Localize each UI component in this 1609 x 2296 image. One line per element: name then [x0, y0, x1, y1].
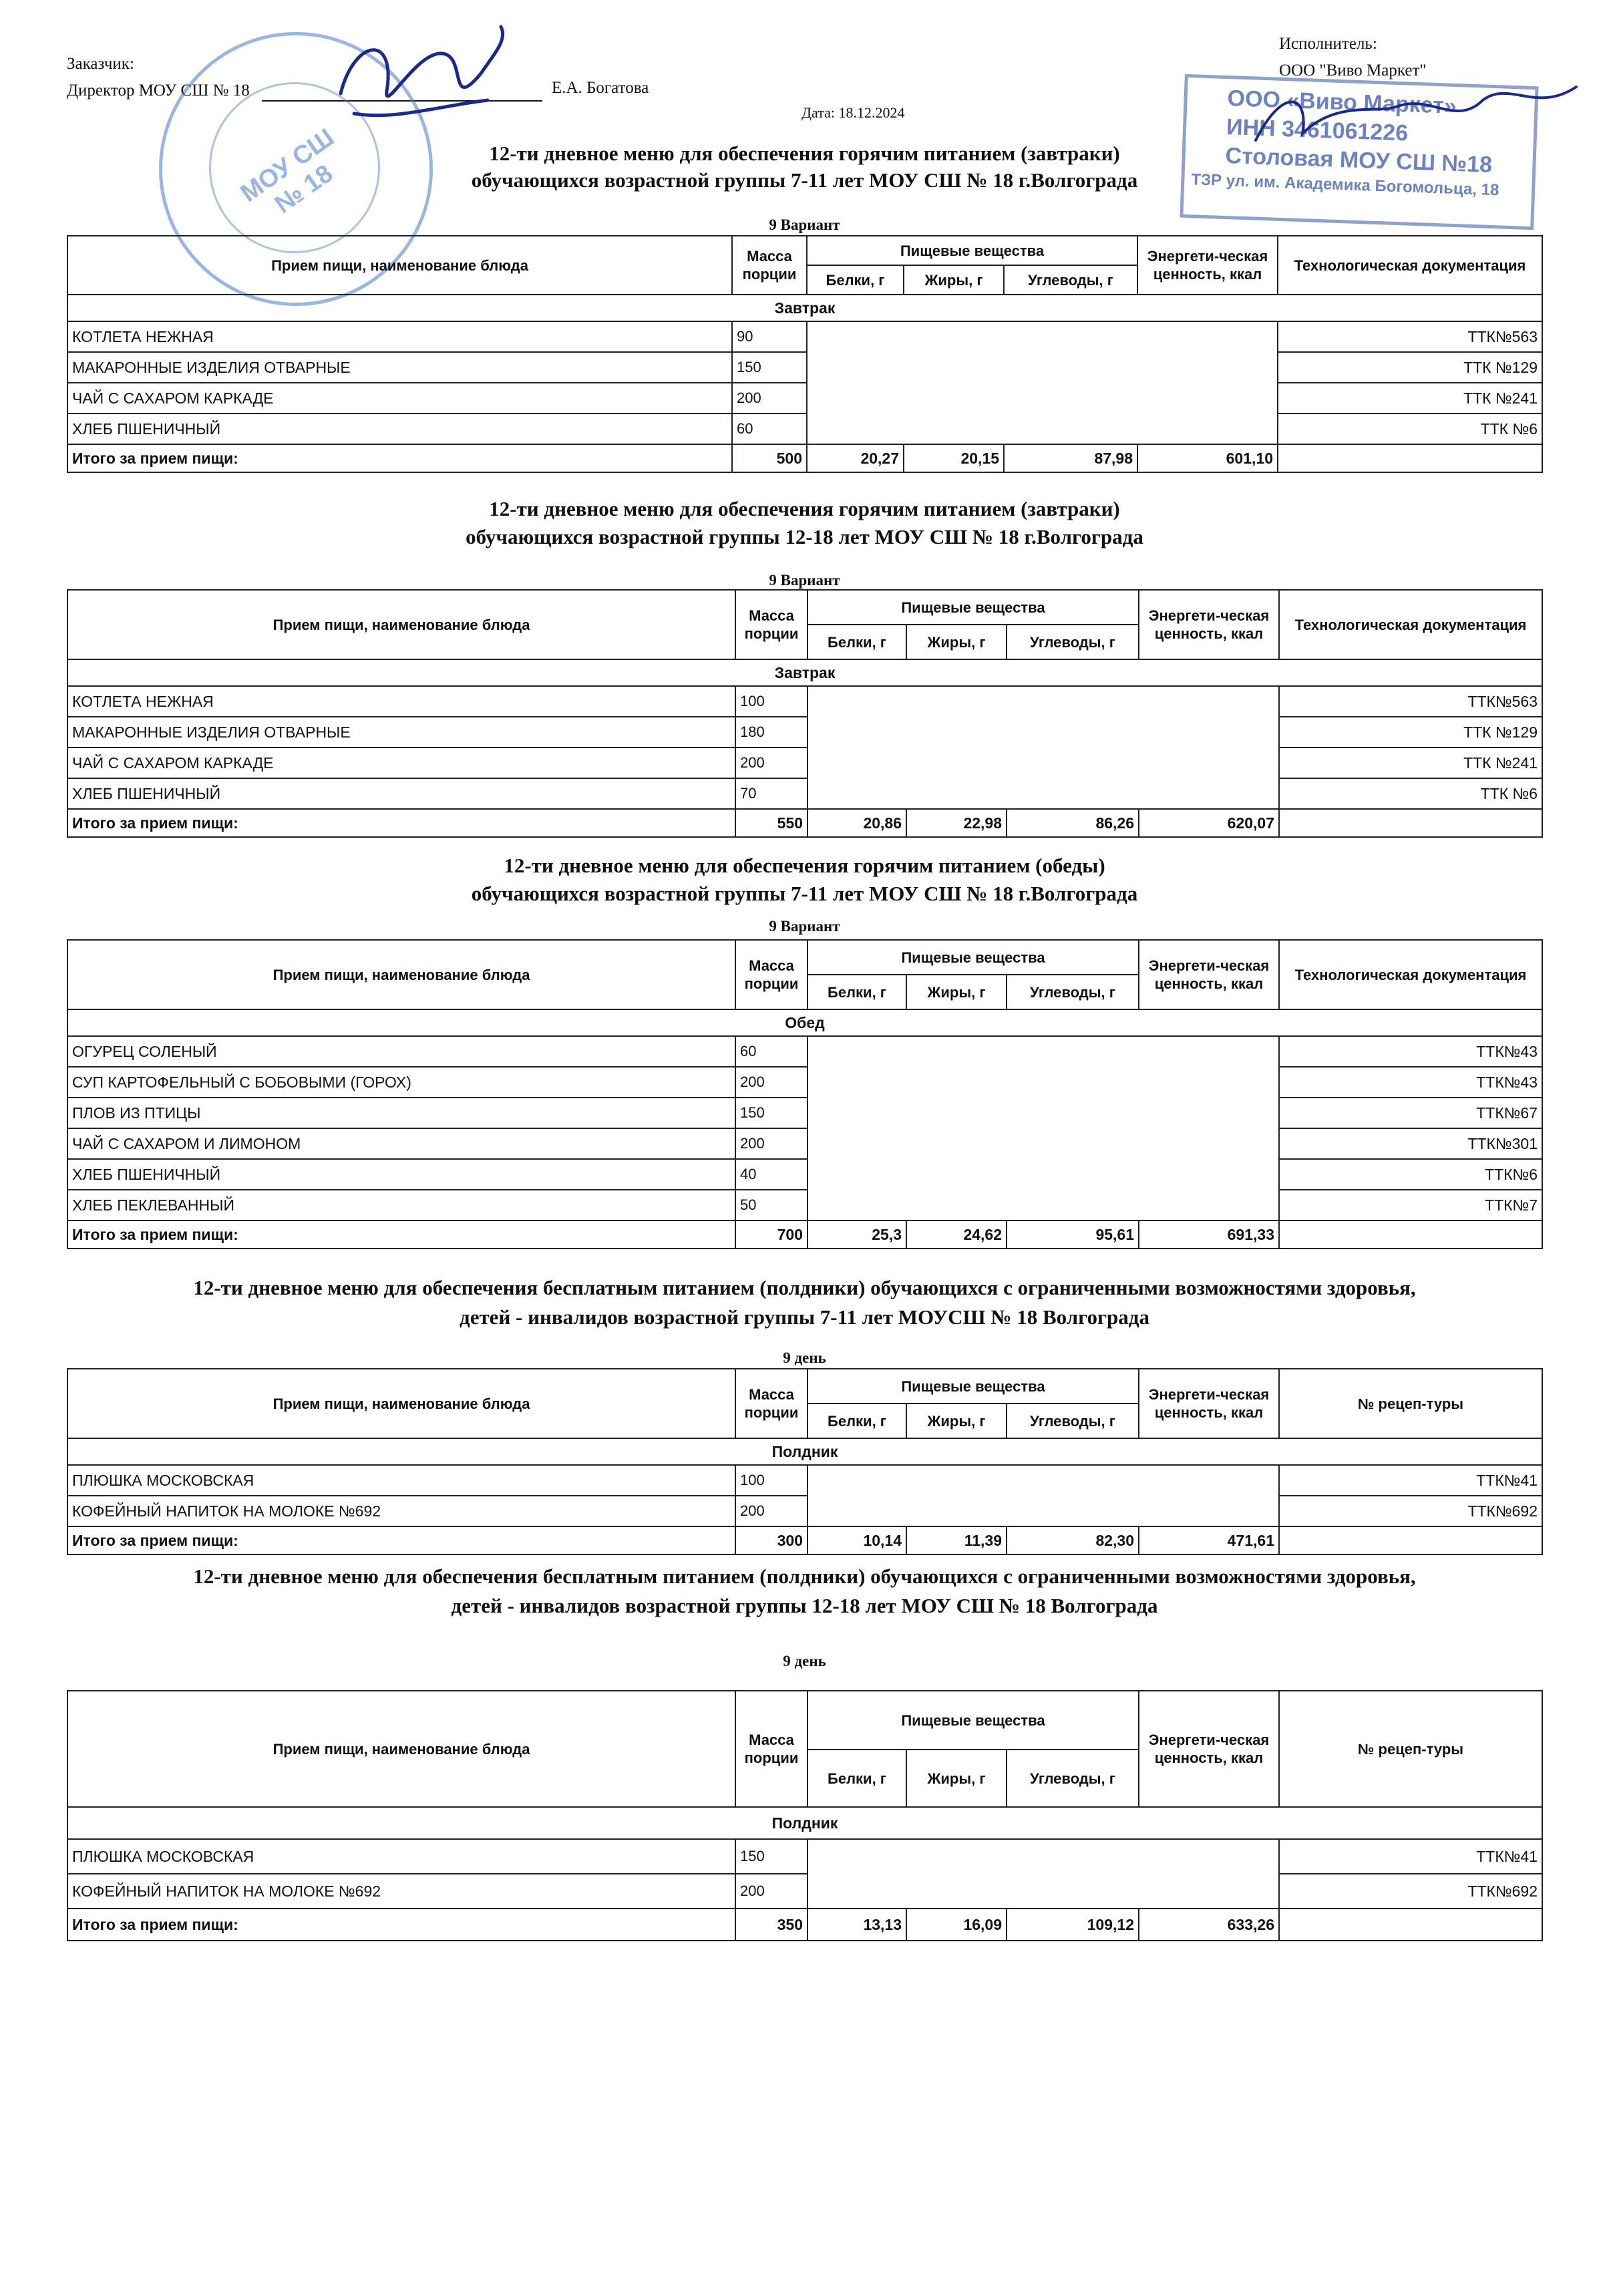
col-carbs-header: Углеводы, г	[1004, 265, 1137, 295]
dish-doc: ТТК№692	[1279, 1874, 1542, 1909]
dish-name: ОГУРЕЦ СОЛЕНЫЙ	[67, 1036, 735, 1067]
table-row	[67, 1839, 1542, 1874]
col-energy-header: Энергети-ческая ценность, ккал	[1139, 1369, 1279, 1438]
col-dish-header: Прием пищи, наименование блюда	[67, 940, 735, 1009]
company-stamp-line3: Столовая МОУ СШ №18	[1225, 143, 1493, 178]
table2-variant: 9 Вариант	[769, 572, 840, 589]
total-mass: 350	[735, 1909, 808, 1941]
dish-doc: ТТК№301	[1279, 1128, 1542, 1159]
dish-mass: 60	[735, 1036, 808, 1067]
col-recipe-header: № рецеп-туры	[1279, 1369, 1542, 1438]
table-row	[67, 1465, 1542, 1496]
menu-table-1	[67, 235, 1543, 473]
menu-table-4	[67, 1368, 1543, 1555]
table-row	[67, 686, 1542, 717]
col-mass-header: Масса порции	[732, 236, 807, 295]
col-dish-header: Прием пищи, наименование блюда	[67, 1369, 735, 1438]
total-label: Итого за прием пищи:	[67, 1526, 735, 1554]
section-row: Завтрак	[67, 659, 1542, 686]
section-row: Полдник	[67, 1438, 1542, 1465]
dish-mass: 60	[732, 414, 807, 444]
col-energy-header: Энергети-ческая ценность, ккал	[1139, 1691, 1279, 1807]
total-energy: 691,33	[1139, 1220, 1279, 1249]
table2-title-line2: обучающихся возрастной группы 12-18 лет МОУ СШ № 18 г.Волгограда	[466, 525, 1143, 548]
document-date: Дата: 18.12.2024	[801, 104, 905, 121]
executor-name: ООО "Виво Маркет"	[1279, 61, 1427, 79]
col-mass-header: Масса порции	[735, 590, 808, 659]
dish-doc: ТТК№41	[1279, 1465, 1542, 1496]
total-mass: 500	[732, 444, 807, 472]
total-fat: 11,39	[906, 1526, 1007, 1554]
dish-doc: ТТК №241	[1279, 748, 1542, 778]
director-signature	[314, 13, 514, 147]
col-nutrients-header: Пищевые вещества	[808, 1369, 1139, 1404]
col-techdoc-header: Технологическая документация	[1279, 590, 1542, 659]
total-energy: 633,26	[1139, 1909, 1279, 1941]
col-protein-header: Белки, г	[807, 265, 904, 295]
dish-doc: ТТК№41	[1279, 1839, 1542, 1874]
table2-title-line1: 12-ти дневное меню для обеспечения горячим питанием (завтраки)	[489, 497, 1120, 520]
total-carbs: 95,61	[1007, 1220, 1139, 1249]
customer-label: Заказчик:	[67, 55, 134, 73]
dish-doc: ТТК№7	[1279, 1190, 1542, 1220]
table-row	[67, 778, 1542, 809]
col-protein-header: Белки, г	[808, 1404, 906, 1438]
total-empty	[1279, 1220, 1542, 1249]
nutrients-blank	[808, 686, 1279, 809]
table5-title-line2: детей - инвалидов возрастной группы 12-18 лет МОУ СШ № 18 Волгограда	[451, 1594, 1158, 1617]
col-mass-header: Масса порции	[735, 1691, 808, 1807]
dish-name: ПЛЮШКА МОСКОВСКАЯ	[67, 1465, 735, 1496]
total-row	[67, 1526, 1542, 1554]
section-row: Обед	[67, 1009, 1542, 1036]
dish-mass: 180	[735, 717, 808, 748]
menu-table-3	[67, 939, 1543, 1249]
dish-name: СУП КАРТОФЕЛЬНЫЙ С БОБОВЫМИ (ГОРОХ)	[67, 1067, 735, 1098]
dish-doc: ТТК№43	[1279, 1036, 1542, 1067]
total-carbs: 109,12	[1007, 1909, 1139, 1941]
total-mass: 700	[735, 1220, 808, 1249]
total-carbs: 86,26	[1007, 809, 1139, 837]
dish-name: МАКАРОННЫЕ ИЗДЕЛИЯ ОТВАРНЫЕ	[67, 717, 735, 748]
total-mass: 300	[735, 1526, 808, 1554]
table-row	[67, 1496, 1542, 1526]
col-carbs-header: Углеводы, г	[1007, 625, 1139, 659]
dish-mass: 50	[735, 1190, 808, 1220]
table3-title-line1: 12-ти дневное меню для обеспечения горячим питанием (обеды)	[504, 854, 1105, 877]
table-row	[67, 352, 1542, 383]
company-stamp-line2: ИНН 3461061226	[1226, 114, 1409, 146]
table-row	[67, 717, 1542, 748]
table-row	[67, 1067, 1542, 1098]
dish-doc: ТТК№563	[1279, 686, 1542, 717]
dish-name: ХЛЕБ ПЕКЛЕВАННЫЙ	[67, 1190, 735, 1220]
dish-name: ЧАЙ С САХАРОМ И ЛИМОНОМ	[67, 1128, 735, 1159]
col-dish-header: Прием пищи, наименование блюда	[67, 236, 732, 295]
col-techdoc-header: Технологическая документация	[1278, 236, 1542, 295]
dish-doc: ТТК№43	[1279, 1067, 1542, 1098]
section-row: Полдник	[67, 1807, 1542, 1839]
table-row	[67, 383, 1542, 414]
dish-mass: 200	[735, 1496, 808, 1526]
col-dish-header: Прием пищи, наименование блюда	[67, 1691, 735, 1807]
dish-doc: ТТК №129	[1278, 352, 1542, 383]
customer-name: Е.А. Богатова	[552, 79, 649, 97]
total-empty	[1278, 444, 1542, 472]
menu-table-2	[67, 589, 1543, 838]
total-label: Итого за прием пищи:	[67, 1909, 735, 1941]
company-stamp-line1: ООО «Виво Маркет»	[1227, 86, 1457, 120]
table5-title-line1: 12-ти дневное меню для обеспечения бесплатным питанием (полдники) обучающихся с ограниченными возможностями здоровья,	[193, 1565, 1416, 1588]
total-carbs: 87,98	[1004, 444, 1137, 472]
total-energy: 471,61	[1139, 1526, 1279, 1554]
col-fat-header: Жиры, г	[906, 625, 1007, 659]
table-row	[67, 1159, 1542, 1190]
total-empty	[1279, 809, 1542, 837]
dish-name: ХЛЕБ ПШЕНИЧНЫЙ	[67, 414, 732, 444]
dish-name: КОФЕЙНЫЙ НАПИТОК НА МОЛОКЕ №692	[67, 1874, 735, 1909]
table-row	[67, 414, 1542, 444]
total-label: Итого за прием пищи:	[67, 444, 732, 472]
col-carbs-header: Углеводы, г	[1007, 1750, 1139, 1807]
dish-name: ЧАЙ С САХАРОМ КАРКАДЕ	[67, 383, 732, 414]
dish-mass: 100	[735, 1465, 808, 1496]
table3-title-line2: обучающихся возрастной группы 7-11 лет МОУ СШ № 18 г.Волгограда	[471, 882, 1138, 905]
total-protein: 20,86	[808, 809, 906, 837]
nutrients-blank	[808, 1839, 1279, 1909]
total-protein: 10,14	[808, 1526, 906, 1554]
dish-mass: 200	[735, 1128, 808, 1159]
col-mass-header: Масса порции	[735, 940, 808, 1009]
total-fat: 24,62	[906, 1220, 1007, 1249]
col-energy-header: Энергети-ческая ценность, ккал	[1139, 940, 1279, 1009]
total-empty	[1279, 1909, 1542, 1941]
dish-mass: 200	[732, 383, 807, 414]
dish-doc: ТТК№692	[1279, 1496, 1542, 1526]
dish-name: ХЛЕБ ПШЕНИЧНЫЙ	[67, 778, 735, 809]
table-row	[67, 1036, 1542, 1067]
total-row	[67, 1909, 1542, 1941]
table4-title-line2: детей - инвалидов возрастной группы 7-11 лет МОУСШ № 18 Волгограда	[460, 1305, 1149, 1329]
col-carbs-header: Углеводы, г	[1007, 1404, 1139, 1438]
col-protein-header: Белки, г	[808, 975, 906, 1009]
table1-title-line2: обучающихся возрастной группы 7-11 лет МОУ СШ № 18 г.Волгограда	[471, 168, 1138, 192]
dish-doc: ТТК №6	[1278, 414, 1542, 444]
dish-mass: 150	[735, 1839, 808, 1874]
col-techdoc-header: Технологическая документация	[1279, 940, 1542, 1009]
col-energy-header: Энергети-ческая ценность, ккал	[1137, 236, 1278, 295]
total-energy: 620,07	[1139, 809, 1279, 837]
table-row	[67, 1128, 1542, 1159]
col-fat-header: Жиры, г	[906, 975, 1007, 1009]
total-label: Итого за прием пищи:	[67, 809, 735, 837]
table-row	[67, 1098, 1542, 1128]
dish-doc: ТТК №241	[1278, 383, 1542, 414]
total-empty	[1279, 1526, 1542, 1554]
dish-name: ПЛОВ ИЗ ПТИЦЫ	[67, 1098, 735, 1128]
col-recipe-header: № рецеп-туры	[1279, 1691, 1542, 1807]
dish-mass: 70	[735, 778, 808, 809]
dish-mass: 40	[735, 1159, 808, 1190]
dish-name: ЧАЙ С САХАРОМ КАРКАДЕ	[67, 748, 735, 778]
school-seal-text: МОУ СШ № 18	[235, 123, 339, 219]
col-protein-header: Белки, г	[808, 625, 906, 659]
total-mass: 550	[735, 809, 808, 837]
col-nutrients-header: Пищевые вещества	[808, 1691, 1139, 1750]
dish-mass: 200	[735, 748, 808, 778]
total-row	[67, 1220, 1542, 1249]
col-energy-header: Энергети-ческая ценность, ккал	[1139, 590, 1279, 659]
company-stamp-line4: ТЗР ул. им. Академика Богомольца, 18	[1190, 170, 1499, 200]
total-fat: 20,15	[904, 444, 1004, 472]
table4-variant: 9 день	[783, 1349, 826, 1366]
table1-title-line1: 12-ти дневное меню для обеспечения горячим питанием (завтраки)	[489, 142, 1120, 165]
total-fat: 22,98	[906, 809, 1007, 837]
total-carbs: 82,30	[1007, 1526, 1139, 1554]
col-fat-header: Жиры, г	[904, 265, 1004, 295]
dish-doc: ТТК №129	[1279, 717, 1542, 748]
col-protein-header: Белки, г	[808, 1750, 906, 1807]
nutrients-blank	[807, 321, 1278, 444]
table-row	[67, 1190, 1542, 1220]
table5-variant: 9 день	[783, 1653, 826, 1669]
nutrients-blank	[808, 1036, 1279, 1220]
table1-variant: 9 Вариант	[769, 216, 840, 233]
total-row	[67, 444, 1542, 472]
dish-name: ПЛЮШКА МОСКОВСКАЯ	[67, 1839, 735, 1874]
col-dish-header: Прием пищи, наименование блюда	[67, 590, 735, 659]
dish-name: КОТЛЕТА НЕЖНАЯ	[67, 321, 732, 352]
table-row	[67, 748, 1542, 778]
nutrients-blank	[808, 1465, 1279, 1526]
dish-mass: 150	[732, 352, 807, 383]
col-fat-header: Жиры, г	[906, 1404, 1007, 1438]
section-row: Завтрак	[67, 295, 1542, 321]
dish-doc: ТТК №6	[1279, 778, 1542, 809]
total-protein: 20,27	[807, 444, 904, 472]
total-fat: 16,09	[906, 1909, 1007, 1941]
col-fat-header: Жиры, г	[906, 1750, 1007, 1807]
dish-mass: 100	[735, 686, 808, 717]
col-nutrients-header: Пищевые вещества	[808, 590, 1139, 625]
total-row	[67, 809, 1542, 837]
dish-name: КОТЛЕТА НЕЖНАЯ	[67, 686, 735, 717]
dish-mass: 200	[735, 1874, 808, 1909]
col-nutrients-header: Пищевые вещества	[808, 940, 1139, 975]
customer-position: Директор МОУ СШ № 18	[67, 81, 250, 100]
dish-name: МАКАРОННЫЕ ИЗДЕЛИЯ ОТВАРНЫЕ	[67, 352, 732, 383]
dish-mass: 200	[735, 1067, 808, 1098]
total-protein: 25,3	[808, 1220, 906, 1249]
total-protein: 13,13	[808, 1909, 906, 1941]
total-energy: 601,10	[1137, 444, 1278, 472]
dish-doc: ТТК№563	[1278, 321, 1542, 352]
table3-variant: 9 Вариант	[769, 918, 840, 935]
col-nutrients-header: Пищевые вещества	[807, 236, 1137, 265]
dish-mass: 90	[732, 321, 807, 352]
dish-name: КОФЕЙНЫЙ НАПИТОК НА МОЛОКЕ №692	[67, 1496, 735, 1526]
dish-mass: 150	[735, 1098, 808, 1128]
total-label: Итого за прием пищи:	[67, 1220, 735, 1249]
dish-name: ХЛЕБ ПШЕНИЧНЫЙ	[67, 1159, 735, 1190]
col-carbs-header: Углеводы, г	[1007, 975, 1139, 1009]
table-row	[67, 1874, 1542, 1909]
menu-table-5	[67, 1690, 1543, 1941]
dish-doc: ТТК№6	[1279, 1159, 1542, 1190]
table-row	[67, 321, 1542, 352]
dish-doc: ТТК№67	[1279, 1098, 1542, 1128]
col-mass-header: Масса порции	[735, 1369, 808, 1438]
executor-label: Исполнитель:	[1279, 35, 1377, 53]
table4-title-line1: 12-ти дневное меню для обеспечения бесплатным питанием (полдники) обучающихся с ограниченными возможностями здоровья,	[193, 1276, 1416, 1299]
